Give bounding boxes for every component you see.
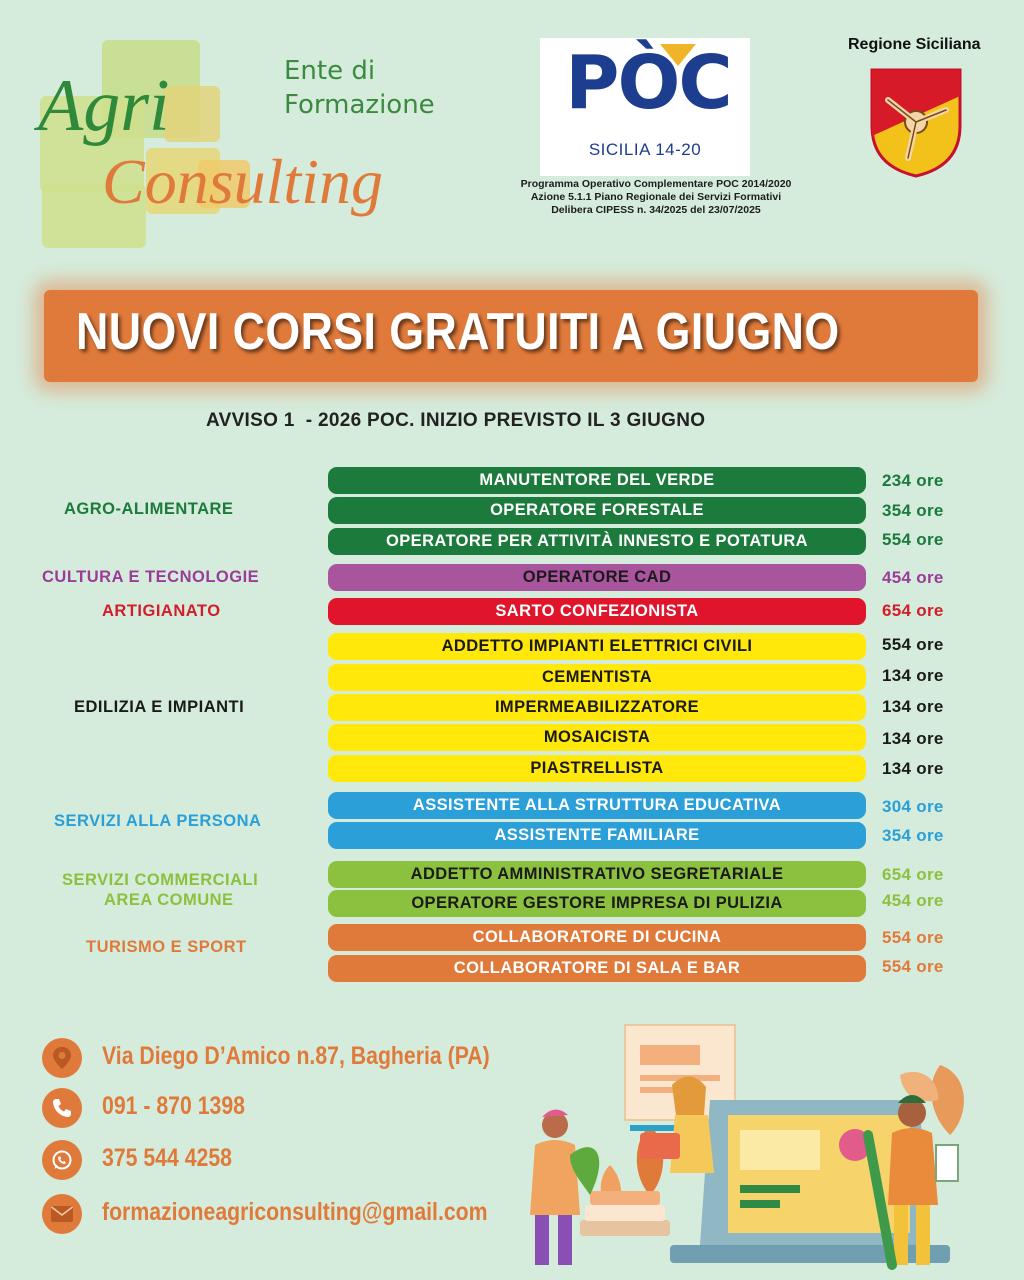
course-pill: ASSISTENTE FAMILIARE — [328, 822, 866, 849]
course-pill: ASSISTENTE ALLA STRUTTURA EDUCATIVA — [328, 792, 866, 819]
category-agro-alimentare: AGRO-ALIMENTARE — [64, 500, 234, 518]
course-pill: IMPERMEABILIZZATORE — [328, 694, 866, 721]
course-pill: COLLABORATORE DI CUCINA — [328, 924, 866, 951]
course-hours: 134 ore — [882, 666, 944, 685]
poc-line-3: Delibera CIPESS n. 34/2025 del 23/07/2025 — [551, 204, 761, 216]
course-hours: 234 ore — [882, 471, 944, 490]
logo-word-consulting — [102, 146, 383, 218]
course-hours: 134 ore — [882, 729, 944, 748]
category-servizi-commerciali: SERVIZI COMMERCIALI — [62, 871, 259, 889]
banner-subtitle: AVVISO 1 - 2026 POC. INIZIO PREVISTO IL 3 GIUGNO — [206, 410, 706, 431]
course-pill: CEMENTISTA — [328, 664, 866, 691]
course-hours: 554 ore — [882, 530, 944, 549]
course-pill: OPERATORE PER ATTIVITÀ INNESTO E POTATURA — [328, 528, 866, 555]
contact-address: Via Diego D’Amico n.87, Bagheria (PA) — [102, 1042, 490, 1070]
course-hours: 554 ore — [882, 928, 944, 947]
poc-line-1: Programma Operativo Complementare POC 2014/2020 — [520, 178, 792, 190]
course-hours: 554 ore — [882, 957, 944, 976]
course-hours: 654 ore — [882, 865, 944, 884]
ente-line-1: Ente di — [284, 56, 376, 86]
category-artigianato: ARTIGIANATO — [102, 602, 221, 620]
poc-accent-icon — [660, 44, 696, 66]
contact-whatsapp[interactable]: 375 544 4258 — [102, 1144, 232, 1172]
contact-phone[interactable]: 091 - 870 1398 — [102, 1092, 245, 1120]
course-hours: 454 ore — [882, 568, 944, 587]
ente-di-formazione — [284, 54, 435, 122]
poc-line-2: Azione 5.1.1 Piano Regionale dei Servizi Formativi — [530, 191, 782, 203]
poc-description — [476, 178, 836, 217]
region-shield-icon — [868, 66, 964, 180]
banner-title: NUOVI CORSI GRATUITI A GIUGNO — [76, 303, 840, 361]
logo-consulting-text: Consulting — [102, 146, 383, 217]
agriconsulting-logo — [38, 36, 448, 256]
logo-agri-text: Agri — [38, 65, 170, 147]
course-pill: SARTO CONFEZIONISTA — [328, 598, 866, 625]
course-hours: 454 ore — [882, 891, 944, 910]
poc-logo-text: PÒC — [565, 40, 731, 126]
course-hours: 354 ore — [882, 826, 944, 845]
course-hours: 134 ore — [882, 697, 944, 716]
whatsapp-icon[interactable] — [42, 1140, 82, 1180]
course-pill: ADDETTO IMPIANTI ELETTRICI CIVILI — [328, 633, 866, 660]
category-servizi-persona: SERVIZI ALLA PERSONA — [54, 812, 262, 830]
course-hours: 304 ore — [882, 797, 944, 816]
course-pill: MANUTENTORE DEL VERDE — [328, 467, 866, 494]
poc-logo-box — [540, 38, 750, 176]
category-edilizia-impianti: EDILIZIA E IMPIANTI — [74, 698, 245, 716]
course-pill: OPERATORE GESTORE IMPRESA DI PULIZIA — [328, 890, 866, 917]
category-cultura-tecnologie: CULTURA E TECNOLOGIE — [42, 568, 260, 586]
course-pill: MOSAICISTA — [328, 724, 866, 751]
course-pill: ADDETTO AMMINISTRATIVO SEGRETARIALE — [328, 861, 866, 888]
poc-sub-text: SICILIA 14-20 — [588, 140, 702, 159]
course-hours: 654 ore — [882, 601, 944, 620]
location-pin-icon — [42, 1038, 82, 1078]
contact-email[interactable]: formazioneagriconsulting@gmail.com — [102, 1198, 488, 1226]
course-pill: COLLABORATORE DI SALA E BAR — [328, 955, 866, 982]
phone-icon[interactable] — [42, 1088, 82, 1128]
course-pill: OPERATORE CAD — [328, 564, 866, 591]
ente-line-2: Formazione — [284, 90, 435, 120]
course-hours: 134 ore — [882, 759, 944, 778]
course-pill: OPERATORE FORESTALE — [328, 497, 866, 524]
category-area-comune: AREA COMUNE — [104, 891, 234, 909]
course-hours: 354 ore — [882, 501, 944, 520]
course-pill: PIASTRELLISTA — [328, 755, 866, 782]
logo-word-agri — [38, 66, 170, 146]
region-title: Regione Siciliana — [848, 36, 981, 53]
logo-square — [164, 86, 220, 142]
education-illustration — [500, 1005, 980, 1275]
course-hours: 554 ore — [882, 635, 944, 654]
envelope-icon[interactable] — [42, 1194, 82, 1234]
category-turismo-sport: TURISMO E SPORT — [86, 938, 247, 956]
